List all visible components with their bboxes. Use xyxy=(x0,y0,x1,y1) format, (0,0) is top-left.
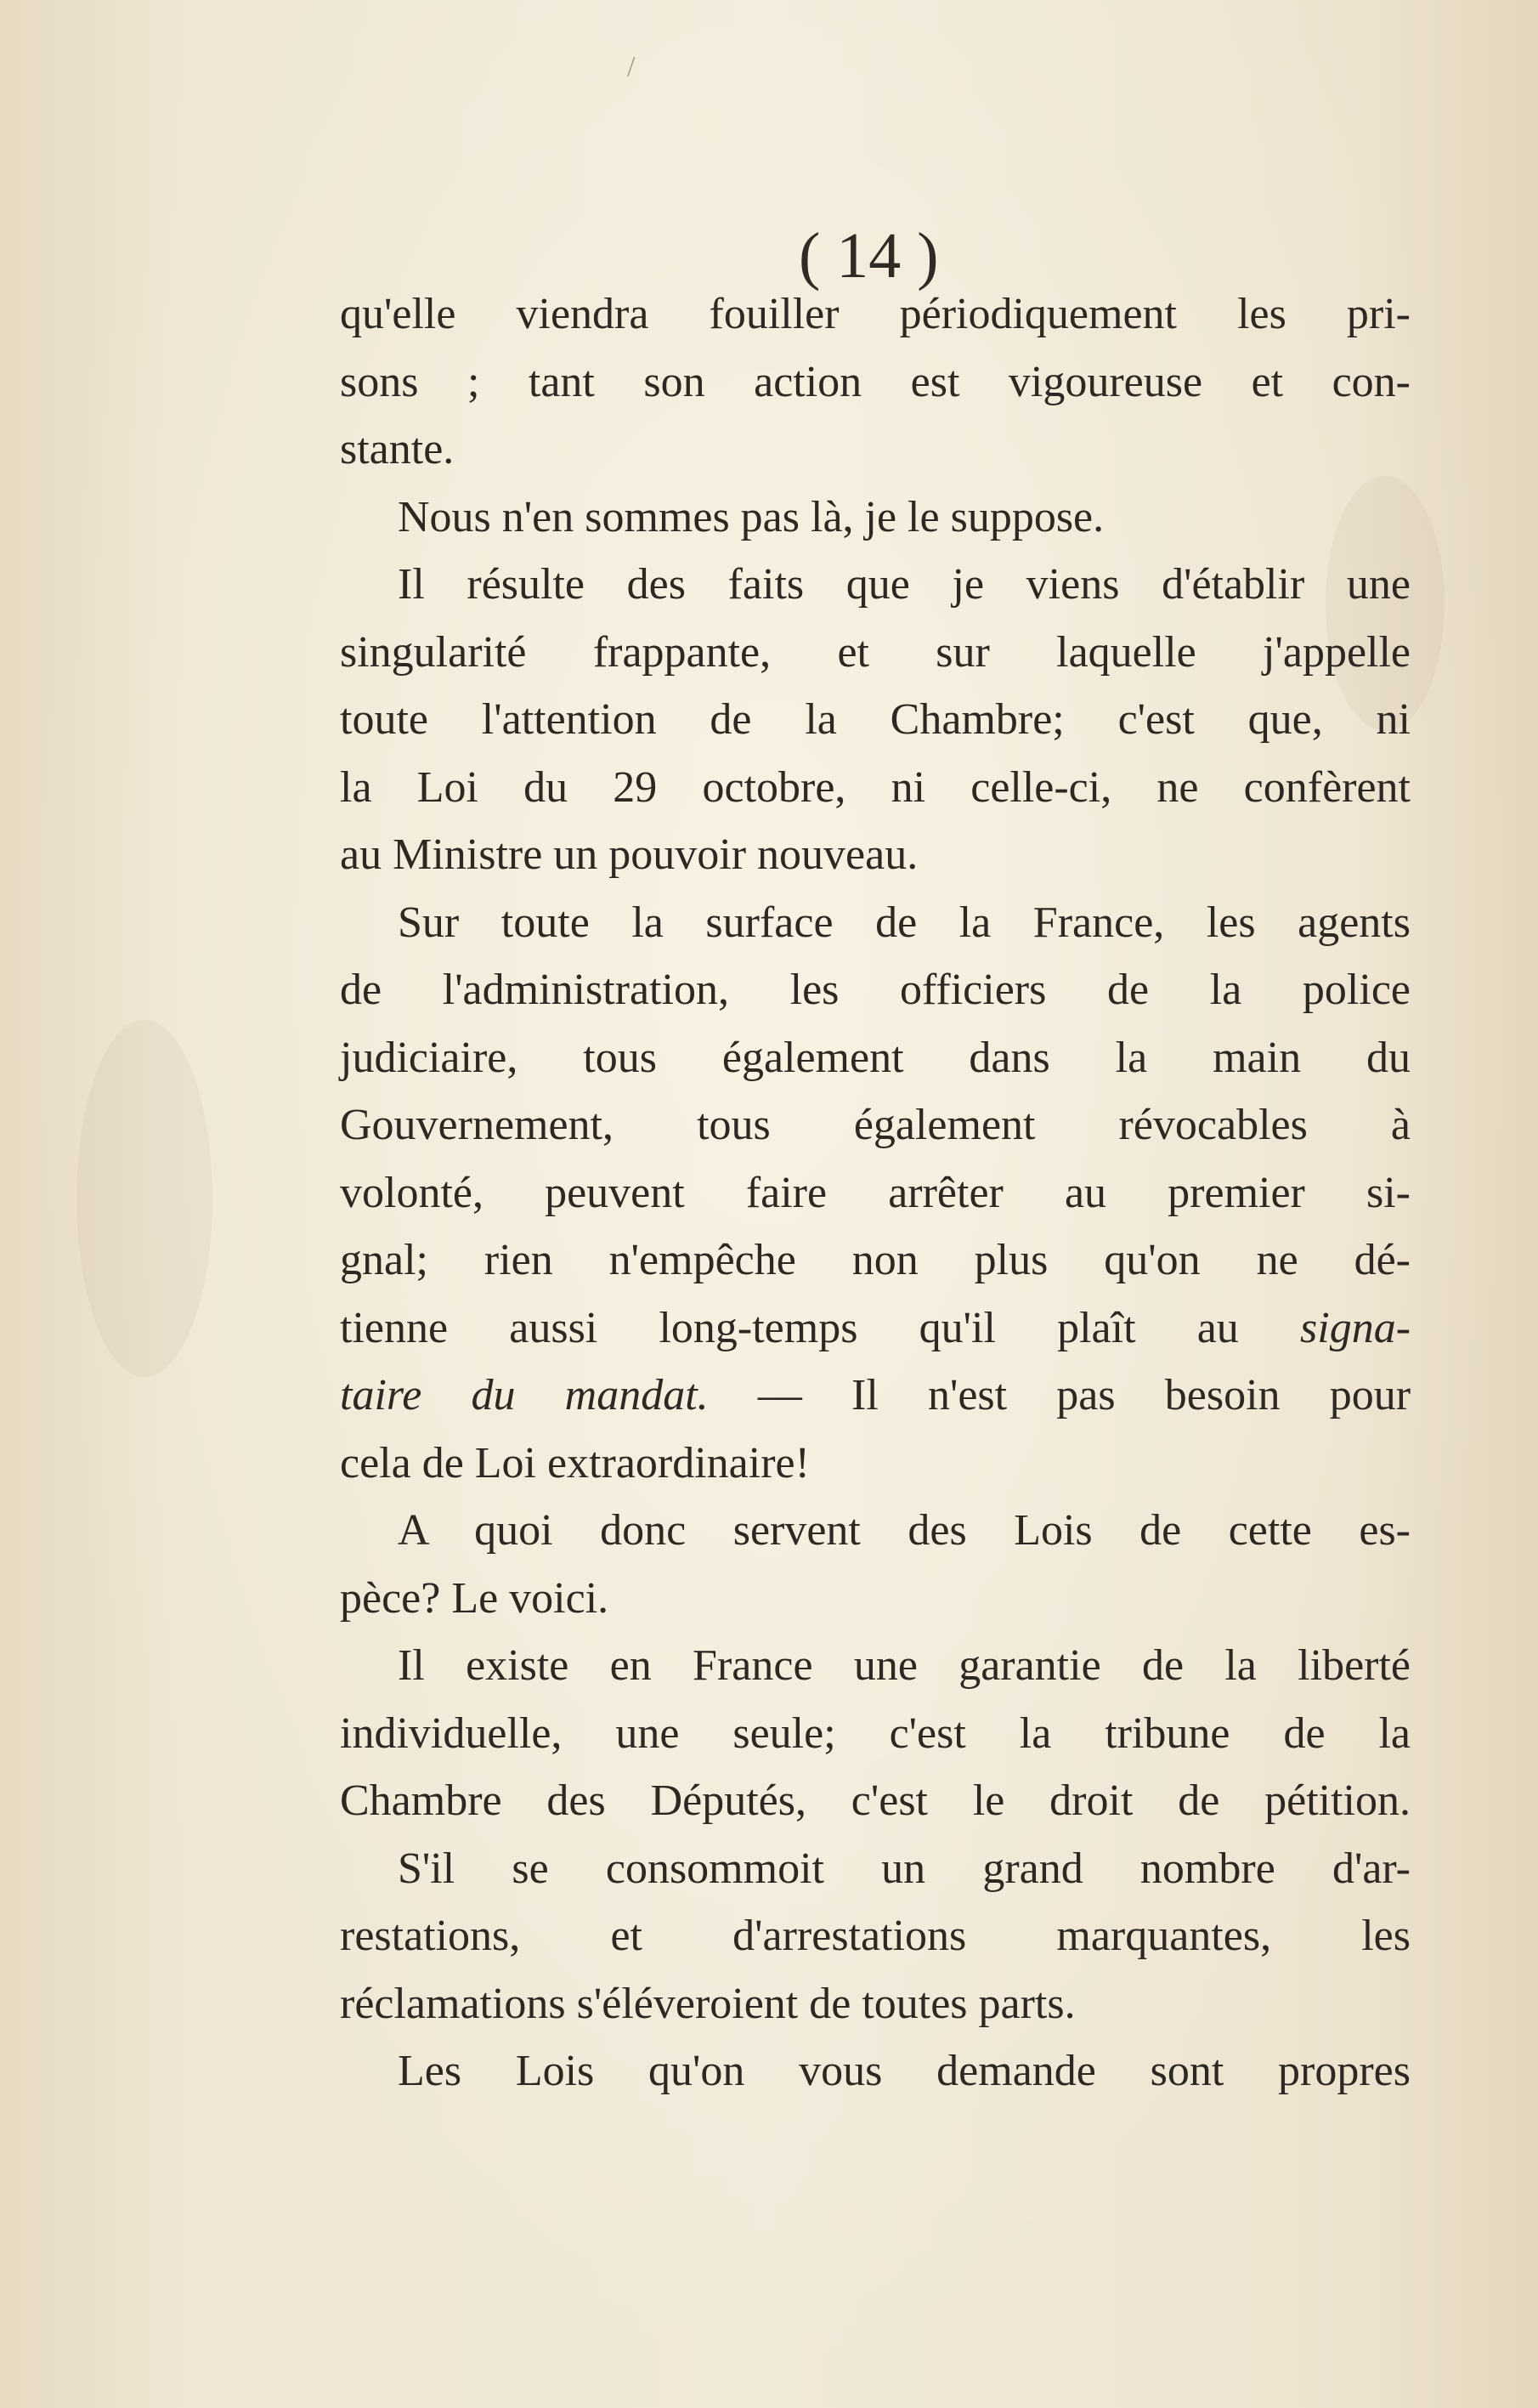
text-line xyxy=(340,1632,1411,1700)
text-line xyxy=(340,280,1411,348)
line-text: Les Lois qu'on vous demande sont propres xyxy=(398,2047,1411,2095)
line-text: Chambre des Députés, c'est le droit de pétition. xyxy=(340,1776,1411,1825)
line-text: Il résulte des faits que je viens d'établir une xyxy=(398,560,1411,609)
text-line xyxy=(340,484,1411,552)
line-text: — Il n'est pas besoin pour xyxy=(757,1371,1411,1419)
line-text: qu'elle viendra fouiller périodiquement les pri- xyxy=(340,290,1411,338)
text-line xyxy=(340,348,1411,416)
text-line xyxy=(340,956,1411,1024)
line-text: réclamations s'éléveroient de toutes parts. xyxy=(340,1979,1076,2028)
text-line xyxy=(340,1700,1411,1768)
line-text: judiciaire, tous également dans la main du xyxy=(340,1033,1411,1082)
text-line xyxy=(340,686,1411,754)
text-line xyxy=(340,1565,1411,1633)
line-text: restations, et d'arrestations marquantes, les xyxy=(340,1912,1411,1960)
text-line xyxy=(340,1970,1411,2038)
text-line xyxy=(340,1024,1411,1092)
line-text: Gouvernement, tous également révocables à xyxy=(340,1101,1411,1149)
body-text xyxy=(340,280,1411,2105)
text-line xyxy=(340,551,1411,619)
paper-stain xyxy=(76,1020,212,1377)
line-text: singularité frappante, et sur laquelle j'appelle xyxy=(340,627,1411,677)
line-text: S'il se consommoit un grand nombre d'ar- xyxy=(398,1844,1411,1893)
text-line xyxy=(340,1091,1411,1159)
pencil-mark: / xyxy=(627,51,636,82)
line-text: Il existe en France une garantie de la liberté xyxy=(398,1641,1411,1690)
line-text: Sur toute la surface de la France, les agents xyxy=(398,898,1411,947)
text-line xyxy=(340,2037,1411,2105)
line-text: toute l'attention de la Chambre; c'est que, ni xyxy=(340,695,1411,744)
line-text: sons ; tant son action est vigoureuse et con- xyxy=(340,357,1411,406)
text-line xyxy=(340,1362,1411,1430)
line-text: la Loi du 29 octobre, ni celle-ci, ne confèrent xyxy=(340,762,1411,812)
italic-phrase: taire du mandat. xyxy=(340,1371,709,1419)
text-line xyxy=(340,1430,1411,1498)
text-line xyxy=(340,1497,1411,1565)
line-text: volonté, peuvent faire arrêter au premier si- xyxy=(340,1168,1411,1217)
italic-phrase: signa- xyxy=(1300,1303,1411,1352)
text-line xyxy=(340,619,1411,687)
line-text: individuelle, une seule; c'est la tribune de la xyxy=(340,1708,1411,1758)
line-text: cela de Loi extraordinaire! xyxy=(340,1438,810,1487)
text-line xyxy=(340,821,1411,889)
page-number: ( 14 ) xyxy=(799,220,939,292)
text-line xyxy=(340,1902,1411,1970)
line-text: stante. xyxy=(340,425,455,473)
line-text: de l'administration, les officiers de la police xyxy=(340,966,1411,1014)
text-line xyxy=(340,1295,1411,1363)
text-line xyxy=(340,1767,1411,1835)
line-text: pèce? Le voici. xyxy=(340,1573,609,1623)
line-text: gnal; rien n'empêche non plus qu'on ne dé- xyxy=(340,1236,1411,1284)
text-line xyxy=(340,754,1411,822)
text-line xyxy=(340,1227,1411,1295)
text-line xyxy=(340,1835,1411,1903)
text-line xyxy=(340,1159,1411,1227)
line-text: au Ministre un pouvoir nouveau. xyxy=(340,830,919,879)
line-text: Nous n'en sommes pas là, je le suppose. xyxy=(398,492,1105,541)
line-text: tienne aussi long-temps qu'il plaît au xyxy=(340,1303,1239,1352)
line-text: A quoi donc servent des Lois de cette es- xyxy=(398,1506,1411,1555)
text-line xyxy=(340,889,1411,957)
text-line xyxy=(340,416,1411,484)
